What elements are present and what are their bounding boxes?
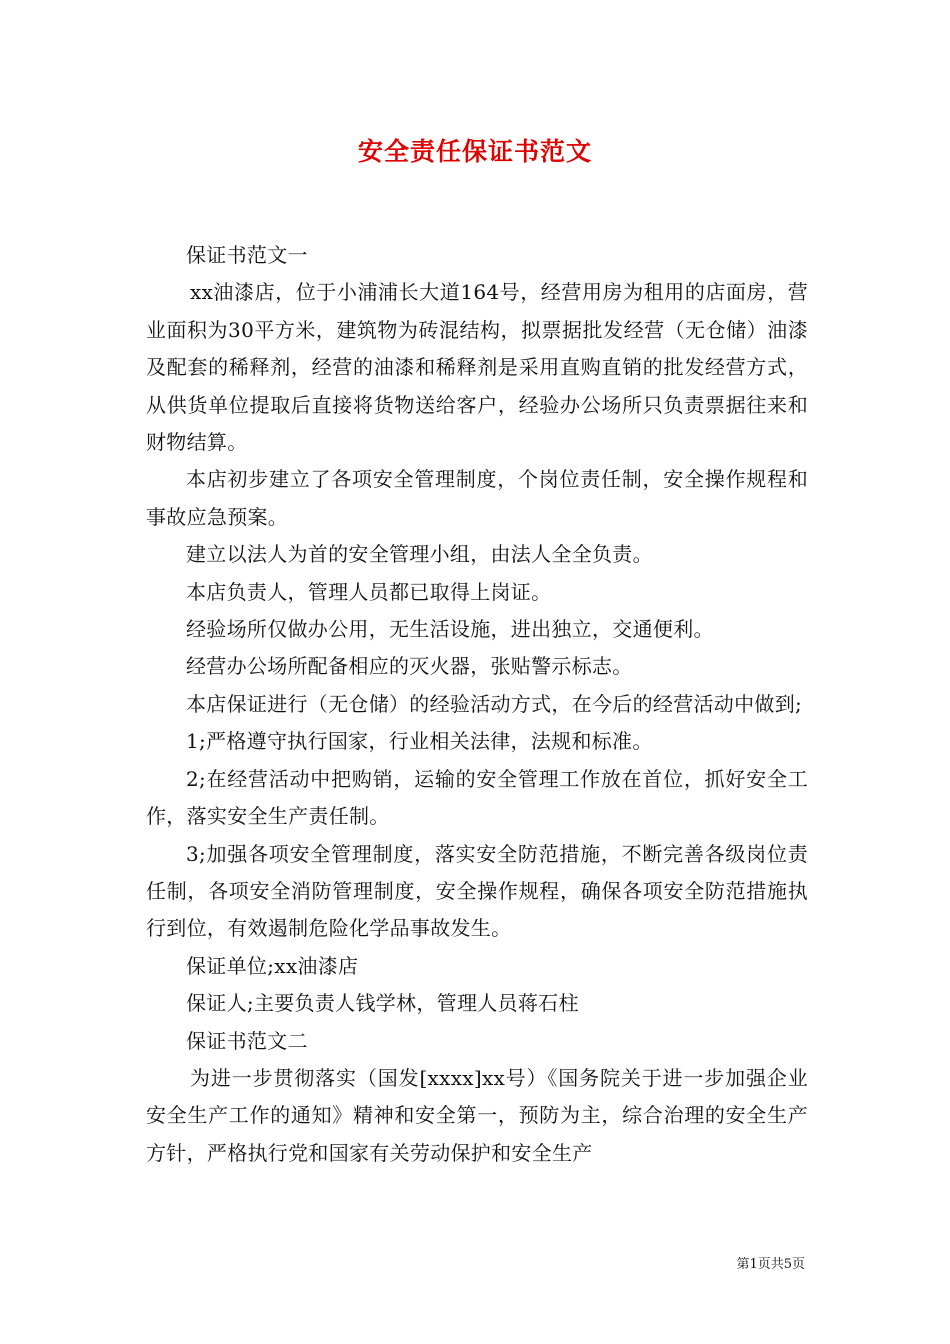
paragraph-shop-info: xx油漆店，位于小浦浦长大道164号，经营用房为租用的店面房，营业面积为30平方米，建筑物为砖混结构，拟票据批发经营（无仓储）油漆及配套的稀释剂，经营的油漆和稀释剂是采用直购直销的批发经营方式，从供货单位提取后直接将货物送给客户，经验办公场所只负责票据往来和财物结算。 [146, 280, 808, 455]
paragraph-item-1: 1;严格遵守执行国家，行业相关法律，法规和标准。 [186, 729, 653, 754]
paragraph-safety-group: 建立以法人为首的安全管理小组，由法人全全负责。 [186, 542, 653, 567]
section-heading-1: 保证书范文一 [186, 243, 308, 267]
document-body [146, 237, 808, 1172]
paragraph-item-3: 3;加强各项安全管理制度，落实安全防范措施，不断完善各级岗位责任制，各项安全消防管理制度，安全操作规程，确保各项安全防范措施执行到位，有效遏制危险化学品事故发生。 [146, 841, 808, 941]
paragraph-certificates: 本店负责人，管理人员都已取得上岗证。 [186, 579, 552, 604]
paragraph-item-2: 2;在经营活动中把购销，运输的安全管理工作放在首位，抓好安全工作，落实安全生产责任制。 [146, 766, 808, 829]
section-heading-2: 保证书范文二 [186, 1028, 308, 1053]
paragraph-fire-equipment: 经营办公场所配备相应的灭火器，张贴警示标志。 [186, 654, 633, 679]
paragraph-sample-two: 为进一步贯彻落实（国发[xxxx]xx号）《国务院关于进一步加强企业安全生产工作的通知》精神和安全第一，预防为主，综合治理的安全生产方针，严格执行党和国家有关劳动保护和安全生产 [146, 1065, 808, 1165]
document-title: 安全责任保证书范文 [357, 137, 592, 166]
page-number: 第1页共5页 [736, 1257, 805, 1272]
paragraph-guarantee-intro: 本店保证进行（无仓储）的经验活动方式，在今后的经营活动中做到; [186, 691, 803, 716]
paragraph-office-use: 经验场所仅做办公用，无生活设施，进出独立，交通便利。 [186, 617, 714, 642]
paragraph-safety-system: 本店初步建立了各项安全管理制度，个岗位责任制，安全操作规程和事故应急预案。 [146, 467, 808, 529]
paragraph-guarantor-person: 保证人;主要负责人钱学林，管理人员蒋石柱 [186, 991, 579, 1016]
paragraph-guarantor-unit: 保证单位;xx油漆店 [186, 953, 359, 978]
